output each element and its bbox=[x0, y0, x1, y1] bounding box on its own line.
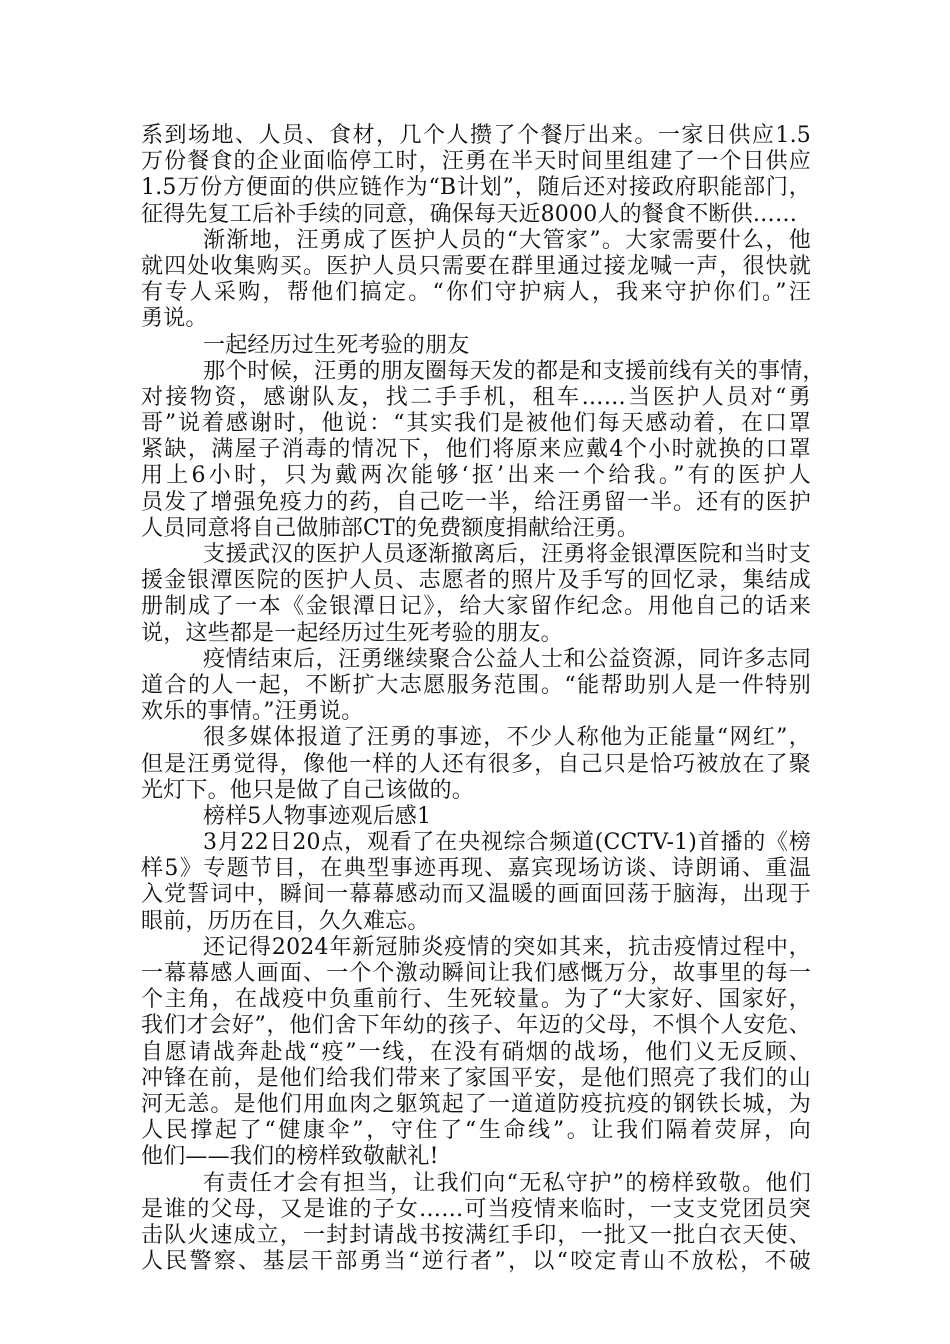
text-line: 有专人采购，帮他们搞定。“你们守护病人，我来守护你们。”汪 bbox=[141, 280, 811, 306]
paragraph-first-line: 那个时候，汪勇的朋友圈每天发的都是和支援前线有关的事情， bbox=[203, 358, 825, 384]
paragraph-first-line: 很多媒体报道了汪勇的事迹，不少人称他为正能量“网红”， bbox=[203, 725, 811, 751]
text-line: 援金银潭医院的医护人员、志愿者的照片及手写的回忆录，集结成 bbox=[141, 568, 811, 594]
text-line: 我们才会好”，他们舍下年幼的孩子、年迈的父母，不惧个人安危、 bbox=[141, 1013, 811, 1039]
paragraph-first-line: 还记得2024年新冠肺炎疫情的突如其来，抗击疫情过程中， bbox=[203, 934, 811, 960]
text-line: 一幕幕感人画面、一个个激动瞬间让我们感慨万分，故事里的每一 bbox=[141, 961, 811, 986]
paragraph-first-line: 有责任才会有担当，让我们向“无私守护”的榜样致敬。他们 bbox=[203, 1170, 811, 1196]
text-line: 用上6小时，只为戴两次能够‘抠’出来一个给我。”有的医护人 bbox=[141, 463, 811, 489]
text-line: 册制成了一本《金银潭日记》，给大家留作纪念。用他自己的话来 bbox=[141, 594, 811, 620]
text-line: 他们——我们的榜样致敬献礼! bbox=[141, 1144, 439, 1170]
text-line: 个主角，在战疫中负重前行、生死较量。为了“大家好、国家好， bbox=[141, 987, 811, 1013]
text-line: 是谁的父母，又是谁的子女……可当疫情来临时，一支支党团员突 bbox=[141, 1196, 811, 1222]
text-line: 就四处收集购买。医护人员只需要在群里通过接龙喊一声，很快就 bbox=[141, 253, 811, 279]
document-page bbox=[141, 123, 825, 1275]
text-line: 眼前，历历在目，久久难忘。 bbox=[141, 908, 430, 934]
text-line: 人员同意将自己做肺部CT的免费额度捐献给汪勇。 bbox=[141, 515, 640, 541]
text-line: 欢乐的事情。”汪勇说。 bbox=[141, 699, 364, 725]
text-line: 勇说。 bbox=[141, 306, 208, 332]
text-line: 样5》专题节目，在典型事迹再现、嘉宾现场访谈、诗朗诵、重温 bbox=[141, 856, 811, 882]
text-line: 员发了增强免疫力的药，自己吃一半，给汪勇留一半。还有的医护 bbox=[141, 489, 811, 515]
paragraph-first-line: 渐渐地，汪勇成了医护人员的“大管家”。大家需要什么，他 bbox=[203, 227, 811, 253]
text-line: 哥”说着感谢时，他说：“其实我们是被他们每天感动着，在口罩 bbox=[141, 411, 811, 437]
text-line: 征得先复工后补手续的同意，确保每天近8000人的餐食不断供…… bbox=[141, 201, 798, 227]
text-line: 1.5万份方便面的供应链作为“B计划”，随后还对接政府职能部门， bbox=[141, 175, 811, 201]
paragraph-first-line: 3月22日20点，观看了在央视综合频道(CCTV-1)首播的《榜 bbox=[203, 830, 811, 856]
text-line: 说，这些都是一起经历过生死考验的朋友。 bbox=[141, 620, 563, 646]
text-line: 人民警察、基层干部勇当“逆行者”，以“咬定青山不放松，不破 bbox=[141, 1249, 811, 1275]
text-line: 击队火速成立，一封封请战书按满红手印，一批又一批白衣天使、 bbox=[141, 1222, 811, 1248]
text-line: 自愿请战奔赴战“疫”一线，在没有硝烟的战场，他们义无反顾、 bbox=[141, 1039, 811, 1065]
text-line: 冲锋在前，是他们给我们带来了家国平安，是他们照亮了我们的山 bbox=[141, 1065, 811, 1091]
text-line: 万份餐食的企业面临停工时，汪勇在半天时间里组建了一个日供应 bbox=[141, 149, 811, 175]
paragraph-first-line: 疫情结束后，汪勇继续聚合公益人士和公益资源，同许多志同 bbox=[203, 646, 811, 672]
text-line: 系到场地、人员、食材，几个人攒了个餐厅出来。一家日供应1.5 bbox=[141, 123, 811, 148]
text-line: 光灯下。他只是做了自己该做的。 bbox=[141, 777, 475, 803]
text-line: 人民撑起了“健康伞”，守住了“生命线”。让我们隔着荧屏，向 bbox=[141, 1118, 811, 1144]
text-line: 但是汪勇觉得，像他一样的人还有很多，自己只是恰巧被放在了聚 bbox=[141, 751, 811, 777]
text-line: 对接物资，感谢队友，找二手手机，租车……当医护人员对“勇 bbox=[141, 384, 811, 410]
text-line: 入党誓词中，瞬间一幕幕感动而又温暖的画面回荡于脑海，出现于 bbox=[141, 882, 811, 908]
text-line: 紧缺，满屋子消毒的情况下，他们将原来应戴4个小时就换的口罩 bbox=[141, 437, 811, 463]
paragraph-first-line: 支援武汉的医护人员逐渐撤离后，汪勇将金银潭医院和当时支 bbox=[203, 542, 811, 567]
text-line: 河无恙。是他们用血肉之躯筑起了一道道防疫抗疫的钢铁长城，为 bbox=[141, 1091, 811, 1117]
text-line: 道合的人一起，不断扩大志愿服务范围。“能帮助别人是一件特别 bbox=[141, 672, 811, 698]
paragraph-first-line: 一起经历过生死考验的朋友 bbox=[203, 332, 470, 358]
paragraph-first-line: 榜样5人物事迹观后感1 bbox=[203, 803, 432, 829]
